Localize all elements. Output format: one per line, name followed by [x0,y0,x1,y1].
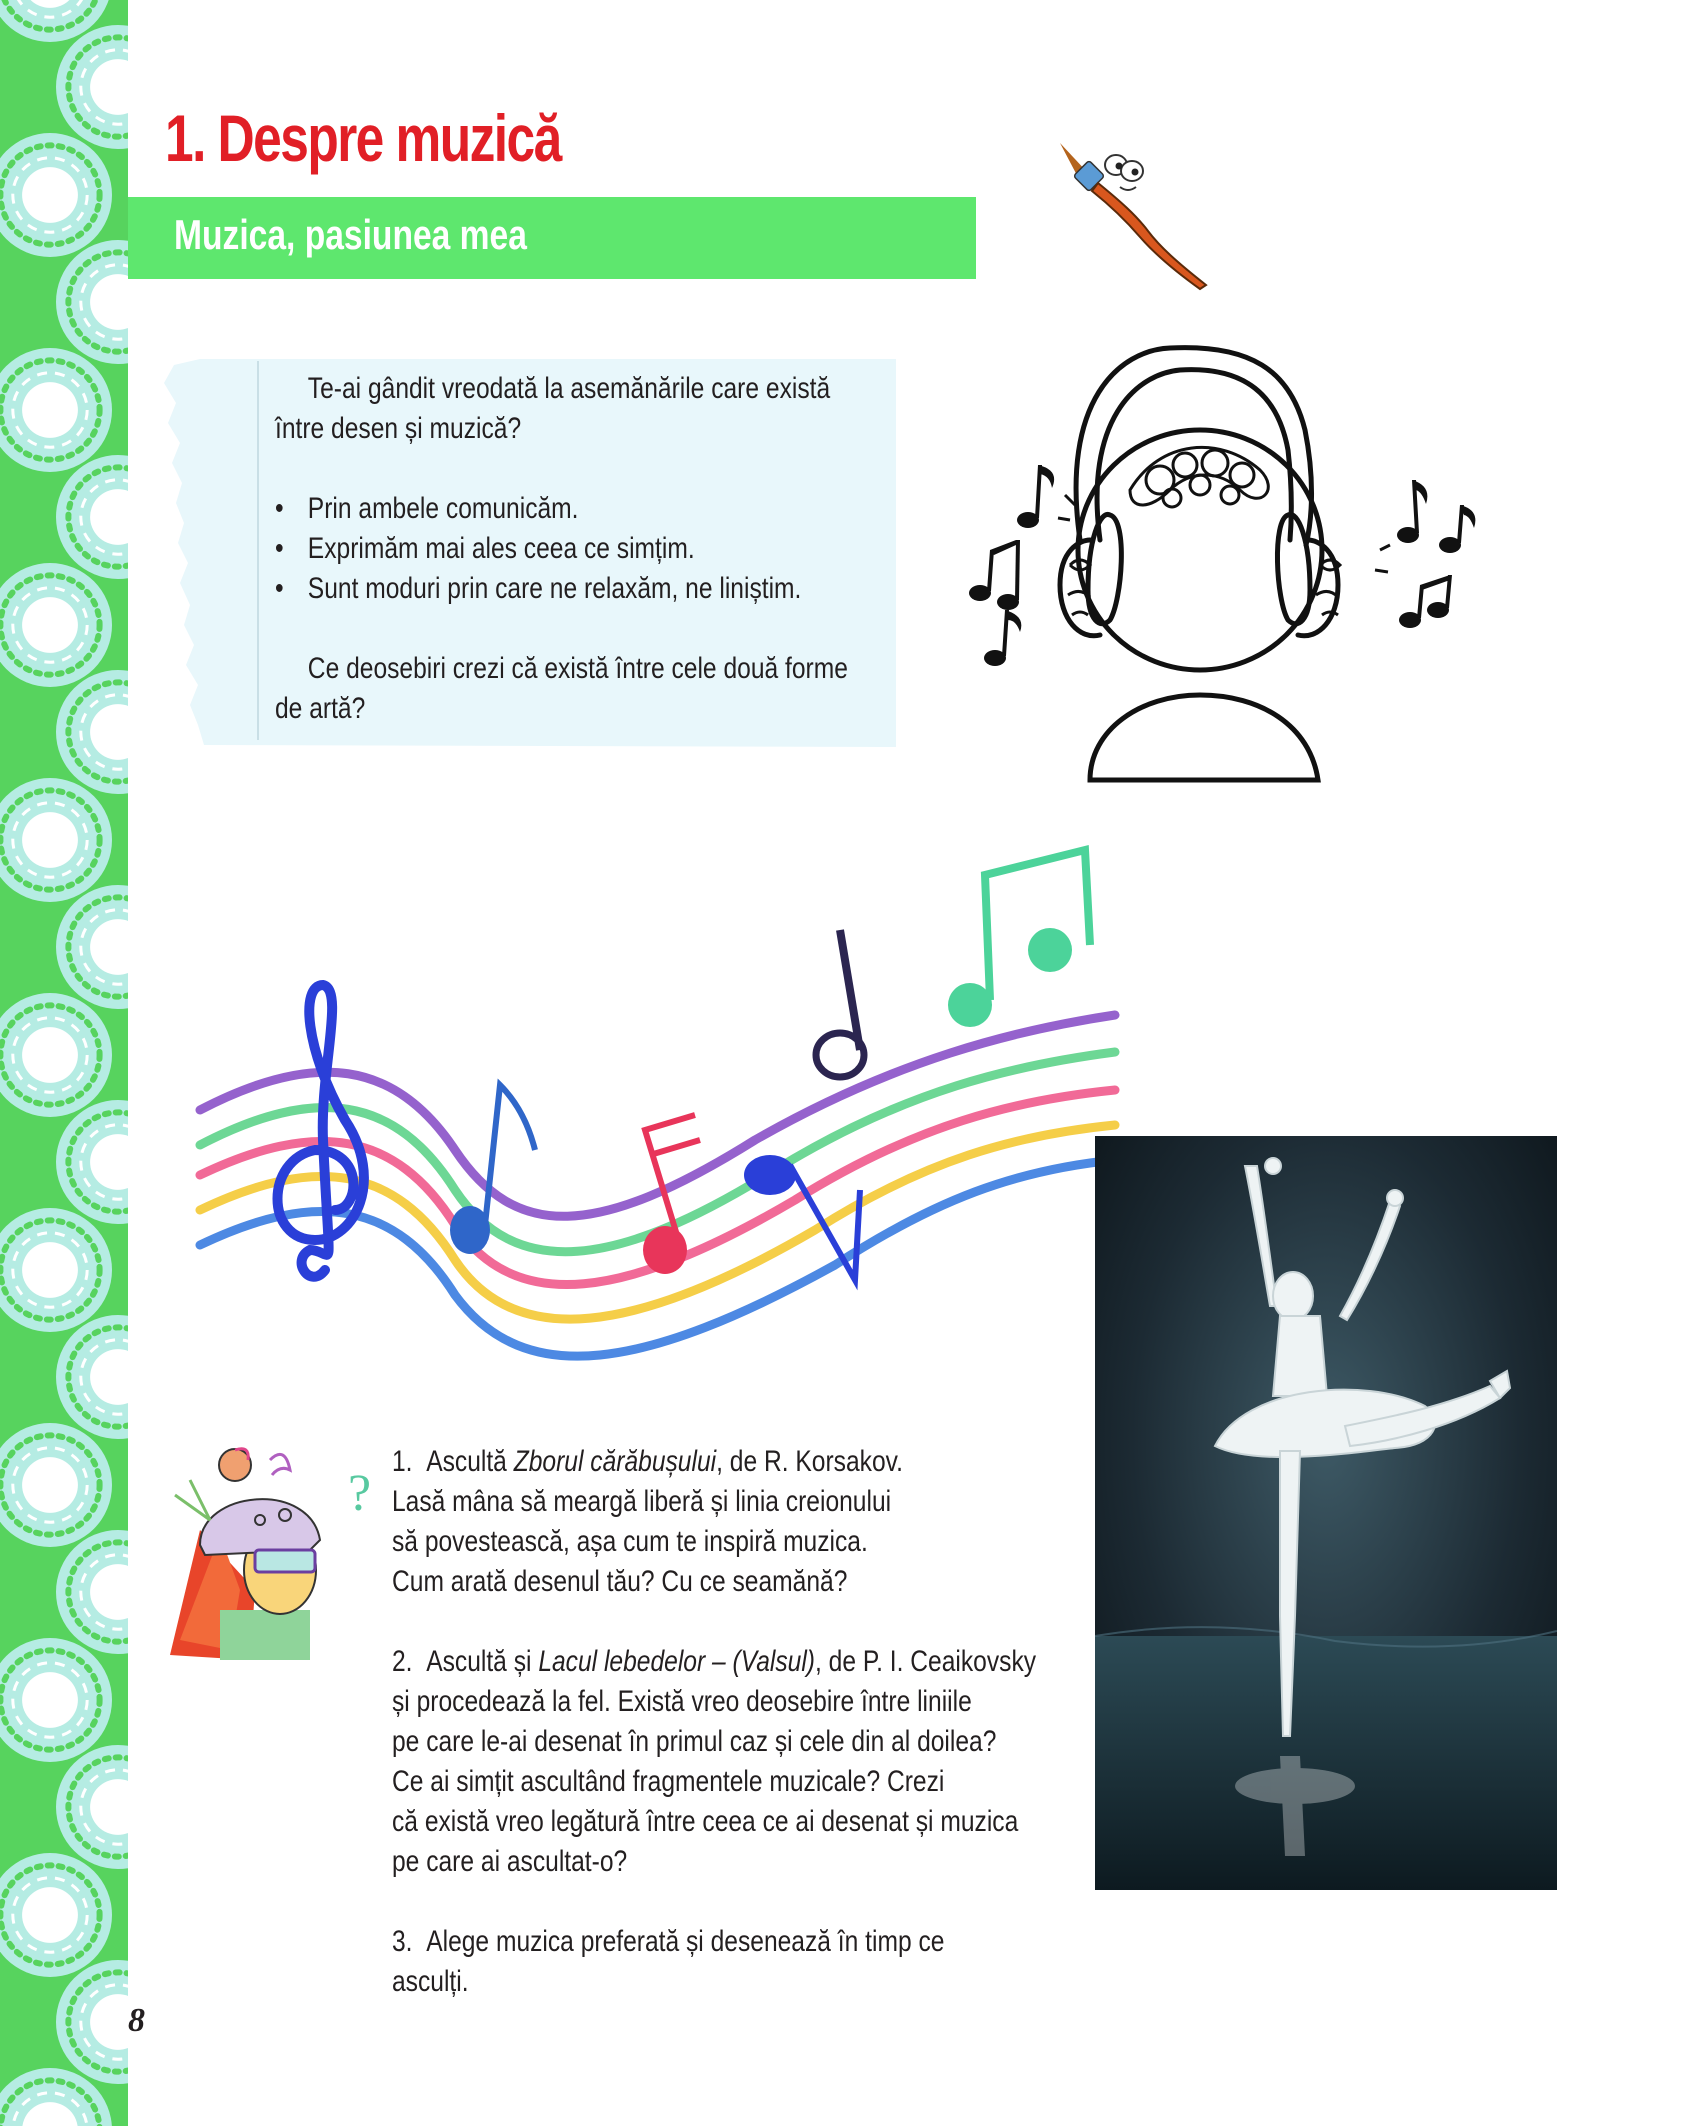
headphones-drawing [960,340,1515,800]
paintbrush-character-illustration [1040,135,1225,295]
exercise-line: Cum arată desenul tău? Cu ce seamănă? [392,1565,848,1598]
exercise-line: și procedează la fel. Există vreo deosebire între liniile [392,1685,972,1718]
intro-question-line: între desen și muzică? [275,412,522,445]
work-title: Zborul cărăbușului [513,1445,717,1478]
composer: , de R. Korsakov. [716,1445,903,1478]
intro-question-line: Te-ai gândit vreodată la asemănările care există [307,372,831,405]
exercise-line: pe care ai ascultat-o? [392,1845,628,1878]
composer: , de P. I. Ceaikovsky [815,1645,1037,1678]
section-title-bar [128,197,976,279]
decorative-left-border [0,0,128,2126]
chapter-title: 1. Despre muzică [165,101,561,175]
intro-followup-line: Ce deosebiri crezi că există între cele două forme [307,652,848,685]
intro-text [275,369,848,729]
exercise-line: Alege muzica preferată și desenează în timp ce [426,1925,945,1958]
intro-question-box [160,355,896,750]
girl-with-helmet-illustration [160,1440,375,1665]
intro-followup-line: de artă? [275,692,366,725]
exercise-number: 1. [392,1445,413,1478]
intro-bullet: • Sunt moduri prin care ne relaxăm, ne liniștim. [275,569,848,609]
exercise-3 [392,1922,1036,1962]
exercise-line: pe care le-ai desenat în primul caz și cele din al doilea? [392,1725,997,1758]
intro-bullet: • Prin ambele comunicăm. [275,489,848,529]
exercise-line: Lasă mâna să meargă liberă și linia creionului [392,1485,892,1518]
exercise-2 [392,1642,1036,1682]
page-number: 8 [128,2002,145,2039]
ballerina-photo [1095,1136,1557,1890]
exercise-number: 2. [392,1645,413,1678]
svg-text:?: ? [348,1465,372,1522]
exercise-number: 3. [392,1925,413,1958]
exercise-verb: Ascultă [426,1445,507,1478]
exercise-verb: Ascultă și [426,1645,532,1678]
exercises-list [392,1442,1036,2002]
intro-bullet: • Exprimăm mai ales ceea ce simțim. [275,529,848,569]
section-title: Muzica, pasiunea mea [174,211,527,258]
exercise-line: că există vreo legătură între ceea ce ai desenat și muzica [392,1805,1019,1838]
crayon-music-staff-illustration [195,820,1130,1400]
exercise-line: să povestească, așa cum te inspiră muzica. [392,1525,868,1558]
exercise-line: asculți. [392,1965,469,1998]
exercise-line: Ce ai simțit ascultând fragmentele muzicale? Crezi [392,1765,945,1798]
work-title: Lacul lebedelor – (Valsul) [538,1645,816,1678]
exercise-1 [392,1442,1036,1482]
